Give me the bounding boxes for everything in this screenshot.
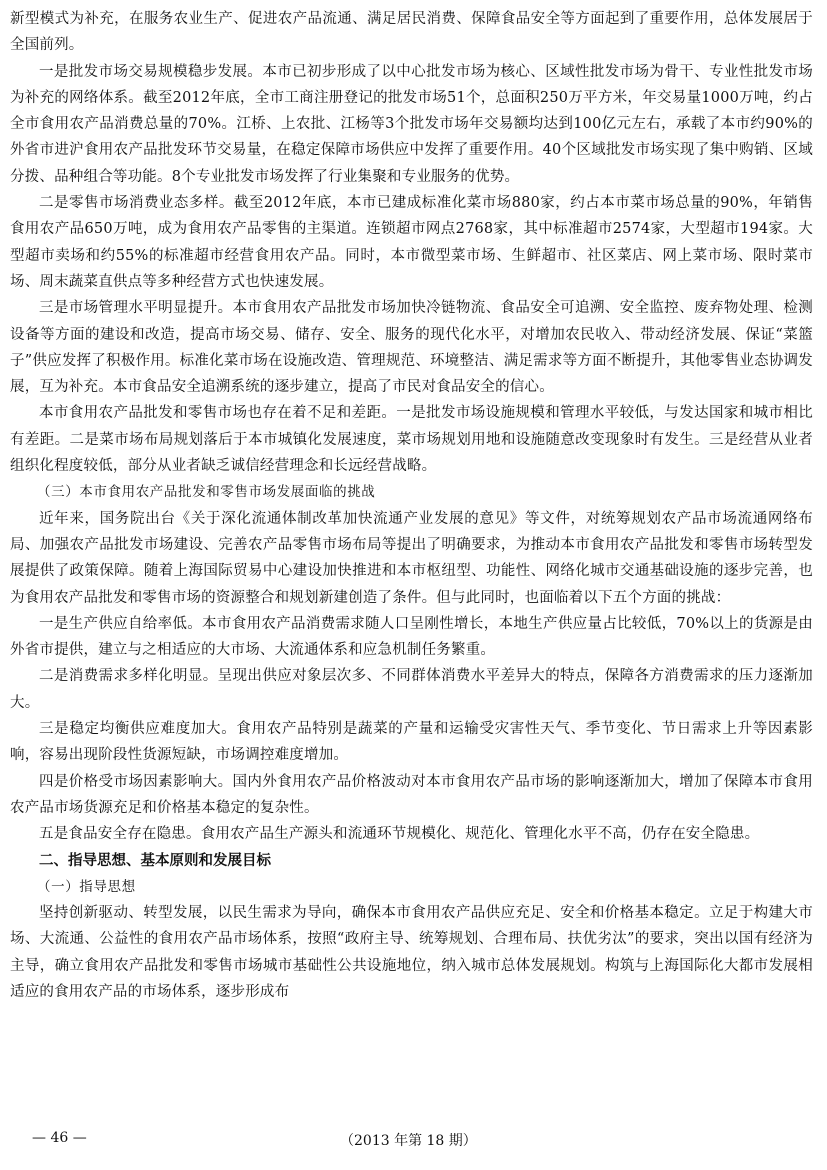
issue-label: （2013 年第 18 期） — [340, 1133, 477, 1149]
body-paragraph: 三是稳定均衡供应难度加大。食用农产品特别是蔬菜的产量和运输受灾害性天气、季节变化、节日需求上升等因素影响，容易出现阶段性货源短缺，市场调控难度增加。 — [10, 721, 813, 764]
body-paragraph: 三是市场管理水平明显提升。本市食用农产品批发市场加快冷链物流、食品安全可追溯、安全监控、废弃物处理、检测设备等方面的建设和改造，提高市场交易、储存、安全、服务的现代化水平，对增加农民收入、带动经济发展、保证“菜篮子”供应发挥了积极作用。标准化菜市场在设施改造、管理规范、环境整洁、满足需求等方面不断提升，其他零售业态协调发展，互为补充。本市食品安全追溯系统的逐步建立，提高了市民对食品安全的信心。 — [10, 300, 813, 396]
page-footer — [0, 1130, 827, 1154]
document-page — [10, 6, 813, 1005]
body-paragraph: 二是消费需求多样化明显。呈现出供应对象层次多、不同群体消费水平差异大的特点，保障各方消费需求的压力逐渐加大。 — [10, 668, 813, 711]
body-paragraph: 近年来，国务院出台《关于深化流通体制改革加快流通产业发展的意见》等文件，对统筹规划农产品市场流通网络布局、加强农产品批发市场建设、完善农产品零售市场布局等提出了明确要求，为推动本市食用农产品批发和零售市场转型发展提供了政策保障。随着上海国际贸易中心建设加快推进和本市枢纽型、功能性、网络化城市交通基础设施的逐步完善，也为食用农产品批发和零售市场的资源整合和规划新建创造了条件。但与此同时，也面临着以下五个方面的挑战： — [10, 510, 813, 606]
body-paragraph: 一是批发市场交易规模稳步发展。本市已初步形成了以中心批发市场为核心、区域性批发市场为骨干、专业性批发市场为补充的网络体系。截至2012年底，全市工商注册登记的批发市场51个，总面积250万平方米，年交易量1000万吨，约占全市食用农产品消费总量的70%。江桥、上农批、江杨等3个批发市场年交易额均达到100亿元左右，承载了本市约90%的外省市进沪食用农产品批发环节交易量，在稳定保障市场供应中发挥了重要作用。40个区域批发市场实现了集中购销、区域分拨、品种组合等功能。8个专业批发市场发挥了行业集聚和专业服务的优势。 — [10, 63, 813, 185]
section-heading: 二、指导思想、基本原则和发展目标 — [39, 852, 271, 869]
body-paragraph: 五是食品安全存在隐患。食用农产品生产源头和流通环节规模化、规范化、管理化水平不高，仍存在安全隐患。 — [39, 826, 760, 843]
subsection-heading: （一）指导思想 — [37, 878, 136, 895]
body-paragraph: 本市食用农产品批发和零售市场也存在着不足和差距。一是批发市场设施规模和管理水平较低，与发达国家和城市相比有差距。二是菜市场布局规划落后于本市城镇化发展速度，菜市场规划用地和设施随意改变现象时有发生。三是经营从业者组织化程度较低，部分从业者缺乏诚信经营理念和长远经营战略。 — [10, 405, 813, 475]
body-paragraph: 四是价格受市场因素影响大。国内外食用农产品价格波动对本市食用农产品市场的影响逐渐加大，增加了保障本市食用农产品市场货源充足和价格基本稳定的复杂性。 — [10, 773, 813, 816]
body-paragraph: 新型模式为补充，在服务农业生产、促进农产品流通、满足居民消费、保障食品安全等方面起到了重要作用，总体发展居于全国前列。 — [10, 11, 813, 54]
page-number: — 46 — — [32, 1130, 87, 1146]
body-paragraph: 一是生产供应自给率低。本市食用农产品消费需求随人口呈刚性增长，本地生产供应量占比较低，70%以上的货源是由外省市提供，建立与之相适应的大市场、大流通体系和应急机制任务繁重。 — [10, 615, 813, 659]
body-paragraph: 坚持创新驱动、转型发展，以民生需求为导向，确保本市食用农产品供应充足、安全和价格基本稳定。立足于构建大市场、大流通、公益性的食用农产品市场体系，按照“政府主导、统筹规划、合理布局、扶优劣汰”的要求，突出以国有经济为主导，确立食用农产品批发和零售市场城市基础性公共设施地位，纳入城市总体发展规划。构筑与上海国际化大都市发展相适应的食用农产品的市场体系，逐步形成布 — [10, 905, 813, 1000]
subsection-heading: （三）本市食用农产品批发和零售市场发展面临的挑战 — [37, 484, 376, 501]
body-paragraph: 二是零售市场消费业态多样。截至2012年底，本市已建成标准化菜市场880家，约占本市菜市场总量的90%，年销售食用农产品650万吨，成为食用农产品零售的主渠道。连锁超市网点2768家，其中标准超市2574家，大型超市194家。大型超市卖场和约55%的标准超市经营食用农产品。同时，本市微型菜市场、生鲜超市、社区菜店、网上菜市场、限时菜市场、周末蔬菜直供点等多种经营方式也快速发展。 — [10, 195, 813, 290]
